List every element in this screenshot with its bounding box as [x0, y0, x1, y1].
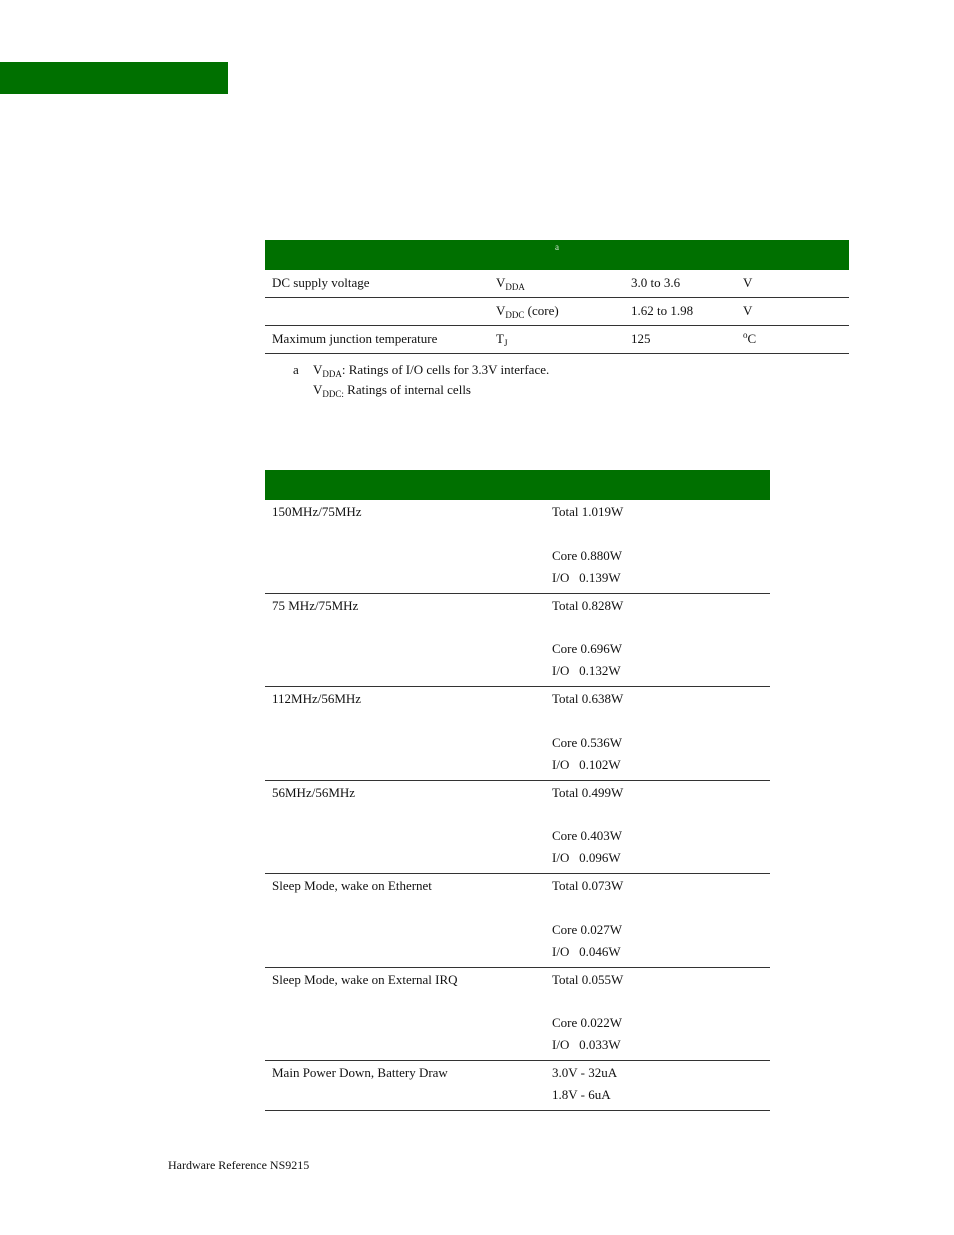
- table-row: [265, 298, 849, 326]
- total-power: Total 0.499W: [552, 785, 624, 800]
- unit: $^o$C: [743, 330, 757, 346]
- table-row: [265, 500, 770, 594]
- mode-label: 112MHz/56MHz: [272, 691, 362, 706]
- total-power: Total 1.019W: [552, 504, 624, 519]
- page-footer: Hardware Reference NS9215: [168, 1158, 310, 1172]
- table-row: [265, 326, 849, 354]
- table-row: [265, 968, 770, 1061]
- chapter-tab: [0, 62, 228, 94]
- core-power: Core 0.880W: [552, 548, 623, 563]
- unit: V: [743, 275, 753, 290]
- battery-draw-3v: 3.0V - 32uA: [552, 1065, 618, 1080]
- core-power: Core 0.403W: [552, 828, 623, 843]
- header-footnote-marker: a: [555, 242, 559, 252]
- footnote-line: $V_{DDC:}$ Ratings of internal cells: [313, 382, 471, 399]
- symbol: $T_J$: [496, 331, 508, 348]
- io-power: I/O 0.033W: [552, 1037, 621, 1052]
- symbol: $V_{DDA}$: [496, 275, 525, 292]
- footnote-line: $V_{DDA}$: Ratings of I/O cells for 3.3V interface.: [313, 362, 550, 379]
- core-power: Core 0.027W: [552, 922, 623, 937]
- io-power: I/O 0.096W: [552, 850, 621, 865]
- table-row: [265, 1061, 770, 1111]
- unit: V: [743, 303, 753, 318]
- power-table: [265, 470, 770, 1111]
- symbol: $V_{DDC}$ (core): [496, 303, 559, 320]
- core-power: Core 0.696W: [552, 641, 623, 656]
- mode-label: 75 MHz/75MHz: [272, 598, 359, 613]
- parameter-name: Maximum junction temperature: [272, 331, 438, 346]
- io-power: I/O 0.046W: [552, 944, 621, 959]
- mode-label: 56MHz/56MHz: [272, 785, 356, 800]
- table-row: [265, 781, 770, 874]
- total-power: Total 0.055W: [552, 972, 624, 987]
- battery-draw-1v8: 1.8V - 6uA: [552, 1087, 611, 1102]
- io-power: I/O 0.139W: [552, 570, 621, 585]
- core-power: Core 0.536W: [552, 735, 623, 750]
- table-row: [265, 874, 770, 968]
- mode-label: 150MHz/75MHz: [272, 504, 362, 519]
- mode-label: Main Power Down, Battery Draw: [272, 1065, 448, 1080]
- total-power: Total 0.828W: [552, 598, 624, 613]
- rating-value: 3.0 to 3.6: [631, 275, 681, 290]
- ratings-table: [265, 240, 849, 354]
- rating-value: 1.62 to 1.98: [631, 303, 694, 318]
- io-power: I/O 0.132W: [552, 663, 621, 678]
- io-power: I/O 0.102W: [552, 757, 621, 772]
- core-power: Core 0.022W: [552, 1015, 623, 1030]
- rating-value: 125: [631, 331, 651, 346]
- footnote-marker: a: [293, 362, 299, 377]
- power-table-header: [265, 470, 770, 500]
- table-row: [265, 270, 849, 298]
- parameter-name: DC supply voltage: [272, 275, 370, 290]
- ratings-table-header: [265, 240, 849, 270]
- table-row: [265, 594, 770, 687]
- table-row: [265, 687, 770, 781]
- total-power: Total 0.073W: [552, 878, 624, 893]
- mode-label: Sleep Mode, wake on External IRQ: [272, 972, 458, 987]
- total-power: Total 0.638W: [552, 691, 624, 706]
- mode-label: Sleep Mode, wake on Ethernet: [272, 878, 432, 893]
